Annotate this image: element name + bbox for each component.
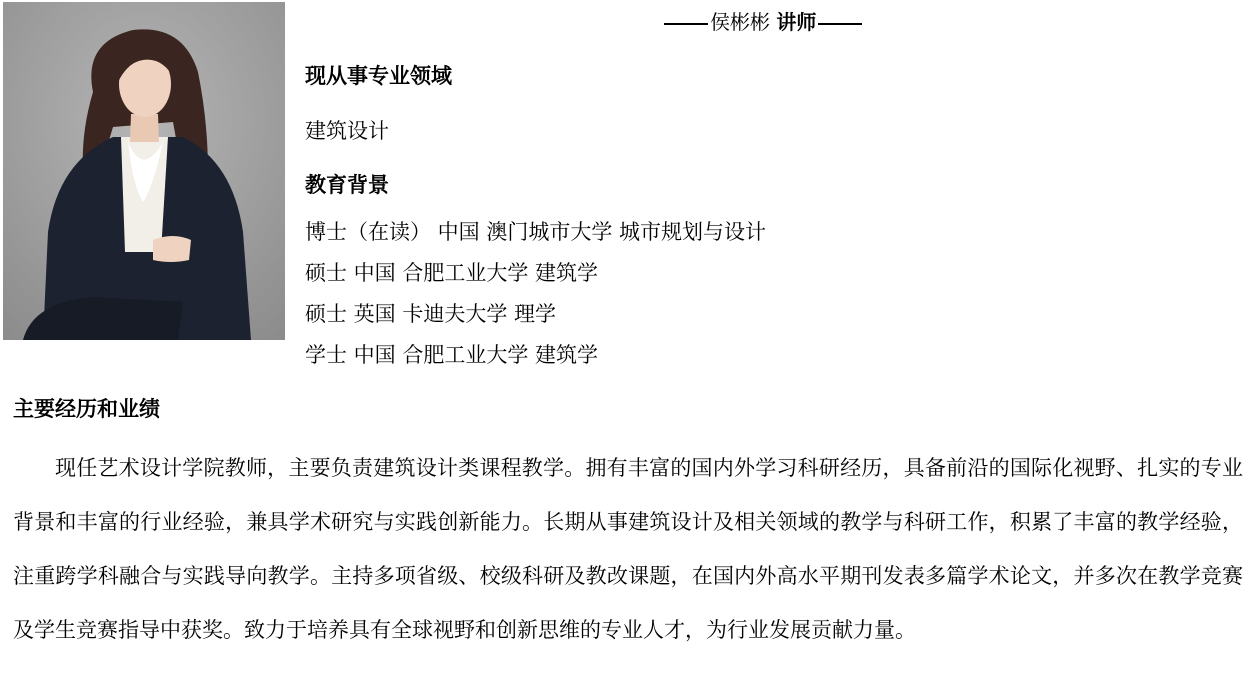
experience-body: 现任艺术设计学院教师，主要负责建筑设计类课程教学。拥有丰富的国内外学习科研经历，具备前沿的国际化视野、扎实的专业背景和丰富的行业经验，兼具学术研究与实践创新能力。长期从事建筑设计及相关领域的教学与科研工作，积累了丰富的教学经验，注重跨学科融合与实践导向教学。主持多项省级、校级科研及教改课题，在国内外高水平期刊发表多篇学术论文，并多次在教学竞赛及学生竞赛指导中获奖。致力于培养具有全球视野和创新思维的专业人才，为行业发展贡献力量。 [13, 456, 1243, 642]
field-heading: 现从事专业领域 [305, 64, 452, 88]
title-dash-left [664, 23, 708, 25]
lecturer-title [662, 8, 864, 36]
portrait-illustration [3, 2, 285, 340]
portrait-photo [3, 2, 285, 340]
education-item: 博士（在读） 中国 澳门城市大学 城市规划与设计 [305, 220, 767, 244]
field-value: 建筑设计 [305, 119, 389, 143]
lecturer-name: 侯彬彬 [710, 10, 770, 34]
education-item: 硕士 中国 合肥工业大学 建筑学 [305, 261, 599, 285]
education-item: 学士 中国 合肥工业大学 建筑学 [305, 343, 599, 367]
lecturer-rank: 讲师 [776, 10, 817, 34]
title-dash-right [818, 23, 862, 25]
education-heading: 教育背景 [305, 173, 389, 197]
experience-heading: 主要经历和业绩 [13, 397, 160, 421]
education-list [305, 212, 766, 376]
education-item: 硕士 英国 卡迪夫大学 理学 [305, 302, 557, 326]
